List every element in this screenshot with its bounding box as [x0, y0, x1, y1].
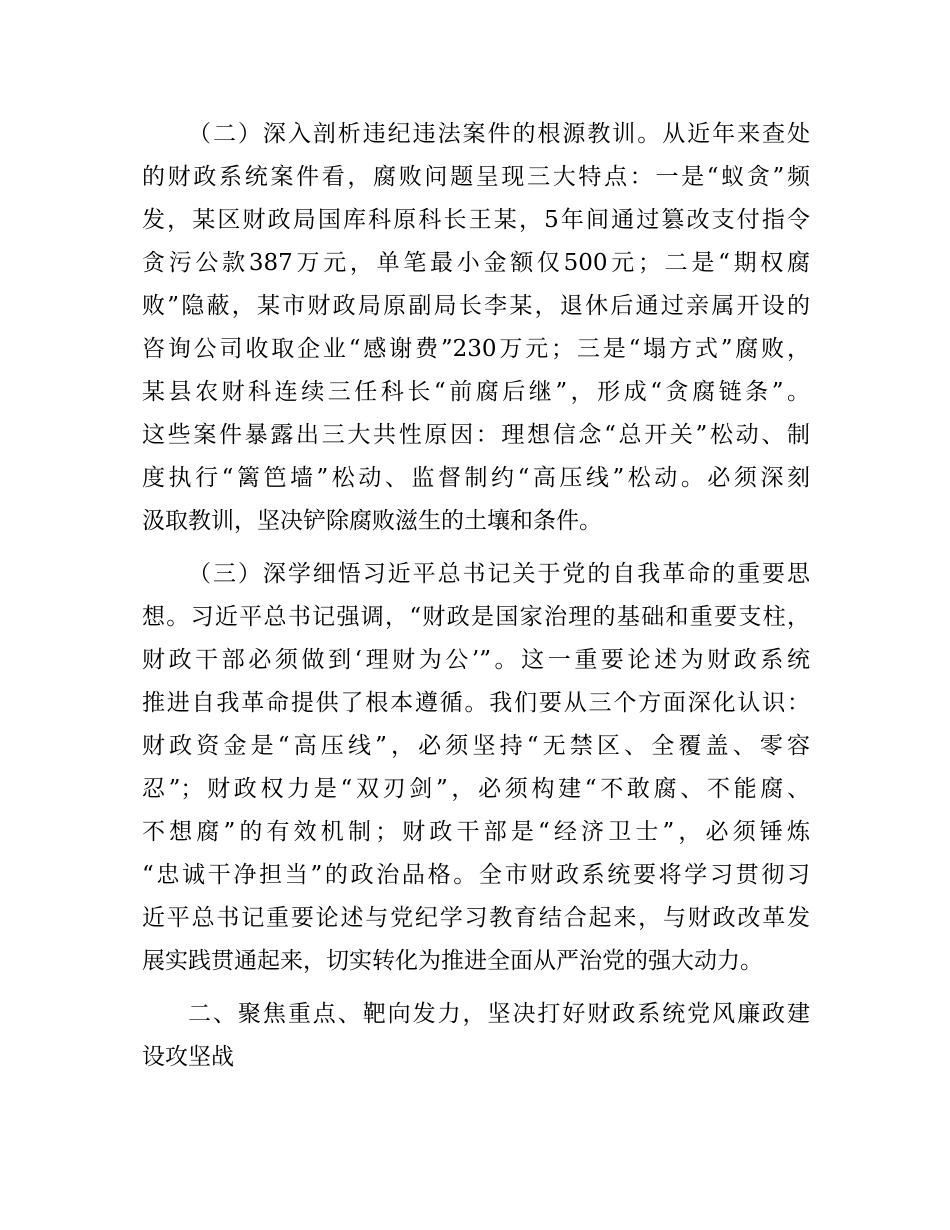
text-line: 汲取教训，坚决铲除腐败滋生的土壤和条件。	[142, 508, 602, 534]
document-body	[142, 113, 810, 1079]
text-line: 忍”；财政权力是“双刃剑”，必须构建“不敢腐、不能腐、	[142, 776, 810, 802]
paragraph-section-3	[142, 553, 810, 983]
text-line: 财政干部必须做到‘理财为公’”。这一重要论述为财政系统	[142, 647, 810, 673]
section-heading-2	[142, 993, 810, 1079]
heading-line: 设攻坚战	[142, 1044, 234, 1070]
text-line: 这些案件暴露出三大共性原因：理想信念“总开关”松动、制	[142, 422, 810, 448]
text-line: 推进自我革命提供了根本遵循。我们要从三个方面深化认识：	[142, 690, 810, 716]
text-line: “忠诚干净担当”的政治品格。全市财政系统要将学习贯彻习	[142, 862, 810, 888]
text-line: （三）深学细悟习近平总书记关于党的自我革命的重要思	[188, 561, 810, 587]
text-line: 展实践贯通起来，切实转化为推进全面从严治党的强大动力。	[142, 948, 763, 974]
text-line: （二）深入剖析违纪违法案件的根源教训。从近年来查处	[188, 121, 810, 147]
paragraph-gap	[142, 543, 810, 553]
text-line: 财政资金是“高压线”，必须坚持“无禁区、全覆盖、零容	[142, 733, 810, 759]
paragraph-gap	[142, 983, 810, 993]
text-line: 的财政系统案件看，腐败问题呈现三大特点：一是“蚁贪”频	[142, 164, 810, 190]
text-line: 想。习近平总书记强调，“财政是国家治理的基础和重要支柱，	[142, 604, 810, 630]
text-line: 败”隐蔽，某市财政局原副局长李某，退休后通过亲属开设的	[142, 293, 810, 319]
text-line: 发，某区财政局国库科原科长王某，5年间通过篡改支付指令	[142, 207, 810, 233]
text-line: 不想腐”的有效机制；财政干部是“经济卫士”，必须锤炼	[142, 819, 810, 845]
paragraph-section-2	[142, 113, 810, 543]
text-line: 咨询公司收取企业“感谢费”230万元；三是“塌方式”腐败，	[142, 336, 810, 362]
text-line: 贪污公款387万元，单笔最小金额仅500元；二是“期权腐	[142, 250, 810, 276]
text-line: 度执行“篱笆墙”松动、监督制约“高压线”松动。必须深刻	[142, 465, 810, 491]
heading-line: 二、聚焦重点、靶向发力，坚决打好财政系统党风廉政建	[188, 1001, 810, 1027]
text-line: 近平总书记重要论述与党纪学习教育结合起来，与财政改革发	[142, 905, 810, 931]
text-line: 某县农财科连续三任科长“前腐后继”，形成“贪腐链条”。	[142, 379, 810, 405]
